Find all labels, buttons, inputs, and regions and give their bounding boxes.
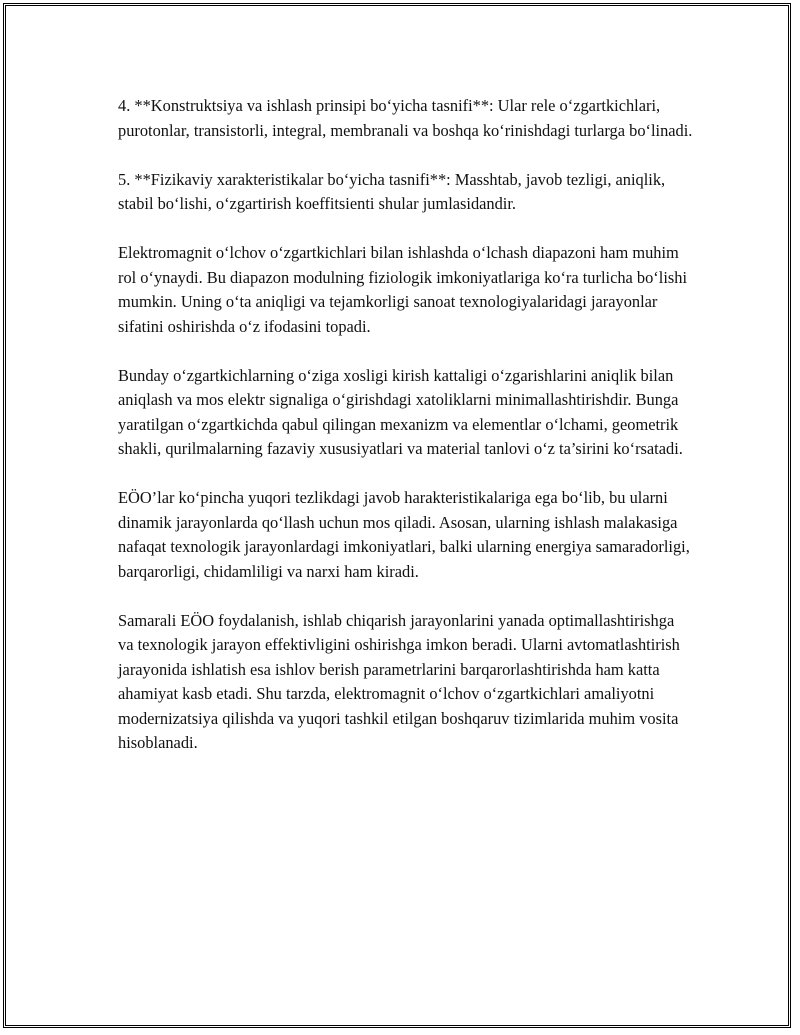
paragraph-converter-specifics: Bunday o‘zgartkichlarning o‘ziga xosligi kirish kattaligi o‘zgarishlarini aniqlik bilan aniqlash va mos elektr signaliga o‘girishdagi xatoliklarni minimallashtirishdir. Bunga yaratilgan o‘zgartkichda qabul qilingan mexanizm va elementlar o‘lchami, geometrik shakli, qurilmalarning fazaviy xususiyatlari va material tanlovi o‘z ta’sirini ko‘rsatadi. (118, 365, 683, 458)
paragraph-efficient-use: Samarali EÖO foydalanish, ishlab chiqarish jarayonlarini yanada optimallashtirishga va texnologik jarayon effektivligini oshirishga imkon beradi. Ularni avtomatlashtirish jarayonida ishlatish esa ishlov berish parametrlarini barqarorlashtirishda ham katta ahamiyat kasb etadi. Shu tarzda, elektromagnit o‘lchov o‘zgartkichlari amaliyotni modernizatsiya qilishda va yuqori tashkil etilgan boshqaruv tizimlarida muhim vosita hisoblanadi. (118, 610, 680, 752)
paragraph-classification-physical: 5. **Fizikaviy xarakteristikalar bo‘yicha tasnifi**: Masshtab, javob tezligi, aniqlik, stabil bo‘lishi, o‘zgartirish koeffitsienti shular jumlasidandir. (118, 169, 666, 213)
paragraph-measurement-range: Elektromagnit o‘lchov o‘zgartkichlari bilan ishlashda o‘lchash diapazoni ham muhim rol o‘ynaydi. Bu diapazon modulning fiziologik imkoniyatlariga ko‘ra turlicha bo‘lishi mumkin. Uning o‘ta aniqligi va tejamkorligi sanoat texnologiyalaridagi jarayonlar sifatini oshirishda o‘z ifodasini topadi. (118, 243, 687, 336)
paragraph-response-characteristics: EÖO’lar ko‘pincha yuqori tezlikdagi javob harakteristikalariga ega bo‘lib, bu ularni dinamik jarayonlarda qo‘llash uchun mos qiladi. Asosan, ularning ishlash malakasiga nafaqat texnologik jarayonlardagi imkoniyatlari, balki ularning energiya samaradorligi, barqarorligi, chidamliligi va narxi ham kiradi. (118, 488, 690, 581)
document-body (118, 94, 693, 780)
paragraph-classification-construction: 4. **Konstruktsiya va ishlash prinsipi bo‘yicha tasnifi**: Ular rele o‘zgartkichlari, purotonlar, transistorli, integral, membranali va boshqa ko‘rinishdagi turlarga bo‘linadi. (118, 96, 693, 140)
